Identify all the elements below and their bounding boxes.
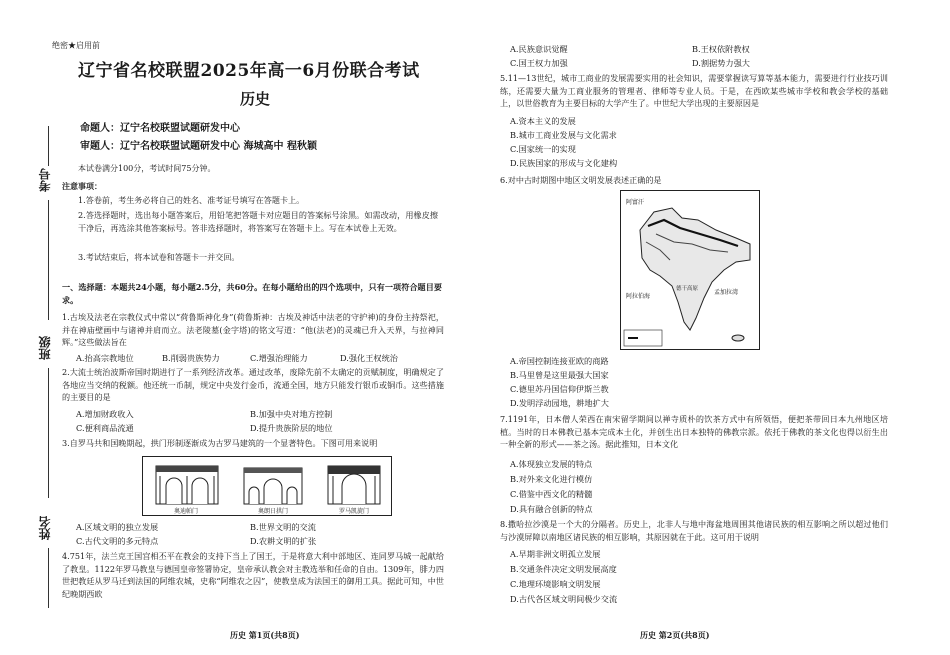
label-class: 班级: [38, 336, 52, 360]
binding-line: [48, 368, 49, 498]
arch-caption-3: 罗马凯旋门: [338, 508, 370, 515]
question-8-option: B.交通条件决定文明发展高度: [510, 564, 617, 574]
india-map: [620, 190, 760, 350]
arch-drawing-1: [156, 466, 218, 504]
question-8-option: C.地理环境影响文明发展: [510, 579, 601, 589]
binding-line: [48, 126, 49, 166]
exam-info: 本试卷满分100分，考试时间75分钟。: [78, 164, 216, 173]
question-2-stem: 2.大流士统治波斯帝国时期进行了一系列经济改革。通过改革，废除先前不太确定的贡赋制度，明确规定了各地应当交纳的税额。他还统一币制，规定中央发行金币，流通全国，地方只能发行银币或铜币。这些措施的主要目的是: [62, 367, 444, 403]
page-footer: 历史 第2页(共8页): [640, 630, 710, 640]
map-label-deccan: 德干高原: [676, 286, 699, 292]
page-footer: 历史 第1页(共8页): [230, 630, 300, 640]
question-4-option: B.王权依附教权: [692, 44, 750, 54]
question-3-stem: 3.自罗马共和国晚期起，拱门形制逐渐成为古罗马建筑的一个显著特色。下图可用来说明: [62, 438, 378, 448]
label-name: 姓名: [38, 516, 52, 540]
question-6-option: C.德里苏丹国信仰伊斯兰教: [510, 384, 609, 394]
section-title: 一、选择题：本题共24小题，每小题2.5分，共60分。在每小题给出的四个选项中，只有一项符合题目要求。: [62, 282, 442, 305]
question-2-option: D.提升贵族阶层的地位: [250, 423, 333, 433]
question-7-option: B.对外来文化进行模仿: [510, 474, 593, 484]
question-6-stem: 6.对中古时期图中地区文明发展表述正确的是: [500, 175, 662, 185]
question-4-stem: 4.751年，法兰克王国宫相丕平在教会的支持下当上了国王，于是将意大利中部地区、连同罗马城一起献给了教皇。1122年罗马教皇与德国皇帝签署协定，皇帝承认教会对主教选举和任命的自由。1309年，腓力四世把教廷从罗马迁到法国的阿维农城，史称“阿维农之囚”，使教皇成为法国王的御用工具。据此可知，中世纪晚期西欧: [62, 551, 444, 599]
question-7-option: C.借鉴中西文化的精髓: [510, 489, 593, 499]
question-5-option: A.资本主义的发展: [510, 116, 576, 126]
question-3-option: C.古代文明的多元特点: [76, 536, 159, 546]
arch-drawing-3: [328, 466, 380, 504]
map-label-arabian-sea: 阿拉伯海: [626, 293, 651, 300]
note-item: 2.答选择题时，选出每小题答案后，用铅笔把答题卡对应题目的答案标号涂黑。如需改动，用橡皮擦干净后，再选涂其他答案标号。答非选择题时，将答案写在答题卡上。写在本试卷上无效。: [78, 210, 438, 233]
question-5-option: D.民族国家的形成与文化建构: [510, 158, 618, 168]
question-8-option: D.古代各区域文明间极少交流: [510, 594, 618, 604]
question-1-option: A.抬高宗教地位: [76, 353, 134, 363]
question-3-option: D.农耕文明的扩张: [250, 536, 317, 546]
question-1-option: D.强化王权统治: [340, 353, 398, 363]
question-8-option: A.早期非洲文明孤立发展: [510, 549, 601, 559]
exam-title: 辽宁省名校联盟2025年高一6月份联合考试: [78, 61, 420, 81]
confidential-mark: 绝密★启用前: [52, 41, 100, 50]
question-2-option: C.便利商品流通: [76, 423, 134, 433]
map-label-afghanistan: 阿富汗: [626, 199, 645, 206]
arches-figure: [142, 456, 392, 516]
question-5-option: C.国家统一的实现: [510, 144, 576, 154]
note-item: 1.答卷前，考生务必将自己的姓名、准考证号填写在答题卡上。: [78, 195, 305, 205]
arch-drawing-2: [244, 468, 302, 504]
question-8-stem: 8.撒哈拉沙漠是一个大的分隔者。历史上，北非人与地中海盆地周围其他诸民族的相互影响之所以超过他们与沙漠屏障以南地区诸民族的相互影响，其原因就在于此。这可用于说明: [500, 519, 888, 542]
question-4-option: A.民族意识觉醒: [510, 44, 568, 54]
question-7-option: D.具有融合创新的特点: [510, 504, 593, 514]
question-reviewer: 审题人：辽宁名校联盟试题研发中心 海城高中 程秋颖: [80, 141, 317, 152]
binding-line: [48, 548, 49, 608]
question-6-option: A.帝国控制连接亚欧的商路: [510, 356, 609, 366]
arch-caption-2: 奥朗日拱门: [257, 508, 289, 515]
question-2-option: B.加强中央对地方控制: [250, 409, 333, 419]
notes-title: 注意事项：: [62, 181, 102, 191]
sri-lanka-shape: [732, 335, 744, 341]
question-6-option: D.发明浮动园地，耕地扩大: [510, 398, 609, 408]
question-7-stem: 7.1191年，日本僧人荣西在南宋留学期间以禅寺质朴的饮茶方式中有所领悟，便把茶带回日本九州地区培植。当时的日本佛教已基本完成本土化，并创生出日本独特的佛教宗派。依托于佛教的茶文化也得以衍生出一种全新的形式——茶之汤。据此推知，日本文化: [500, 414, 888, 450]
question-3-option: B.世界文明的交流: [250, 522, 316, 532]
map-label-bay-of-bengal: 孟加拉湾: [714, 289, 739, 296]
label-exam-number: 考号: [38, 168, 52, 192]
question-4-option: D.割据势力强大: [692, 58, 750, 68]
question-4-option: C.国王权力加强: [510, 58, 568, 68]
binding-line: [48, 200, 49, 320]
subject-title: 历史: [240, 90, 271, 108]
question-setter: 命题人：辽宁名校联盟试题研发中心: [80, 123, 240, 134]
question-1-option: B.削弱贵族势力: [162, 353, 220, 363]
question-1-option: C.增强治理能力: [250, 353, 308, 363]
question-2-option: A.增加财政收入: [76, 409, 134, 419]
question-3-option: A.区域文明的独立发展: [76, 522, 159, 532]
question-1-stem: 1.古埃及法老在宗教仪式中常以“荷鲁斯神化身”(荷鲁斯神：古埃及神话中法老的守护神)的身份主持祭祀，并在神庙壁画中与诸神并肩而立。法老陵墓(金字塔)的铭文写道：“他(法老)的灵魂已升入天界，与拉神同辉。”这些做法旨在: [62, 312, 444, 348]
question-5-stem: 5.11—13世纪，城市工商业的发展需要实用的社会知识，需要掌握读写算等基本能力，需要进行行业技巧训练，还需要大量为工商业服务的管理者、律师等专业人员。于是，在西欧某些城市学校和教会学校的基础上，以世俗教育为主要目标的大学产生了。中世纪大学出现的主要原因是: [500, 73, 888, 109]
question-6-option: B.马里曾是这里最强大国家: [510, 370, 609, 380]
question-7-option: A.体现独立发展的特点: [510, 459, 593, 469]
arch-caption-1: 奥迪帕门: [173, 508, 199, 515]
note-item: 3.考试结束后，将本试卷和答题卡一并交回。: [78, 252, 240, 262]
question-5-option: B.城市工商业发展与文化需求: [510, 130, 617, 140]
